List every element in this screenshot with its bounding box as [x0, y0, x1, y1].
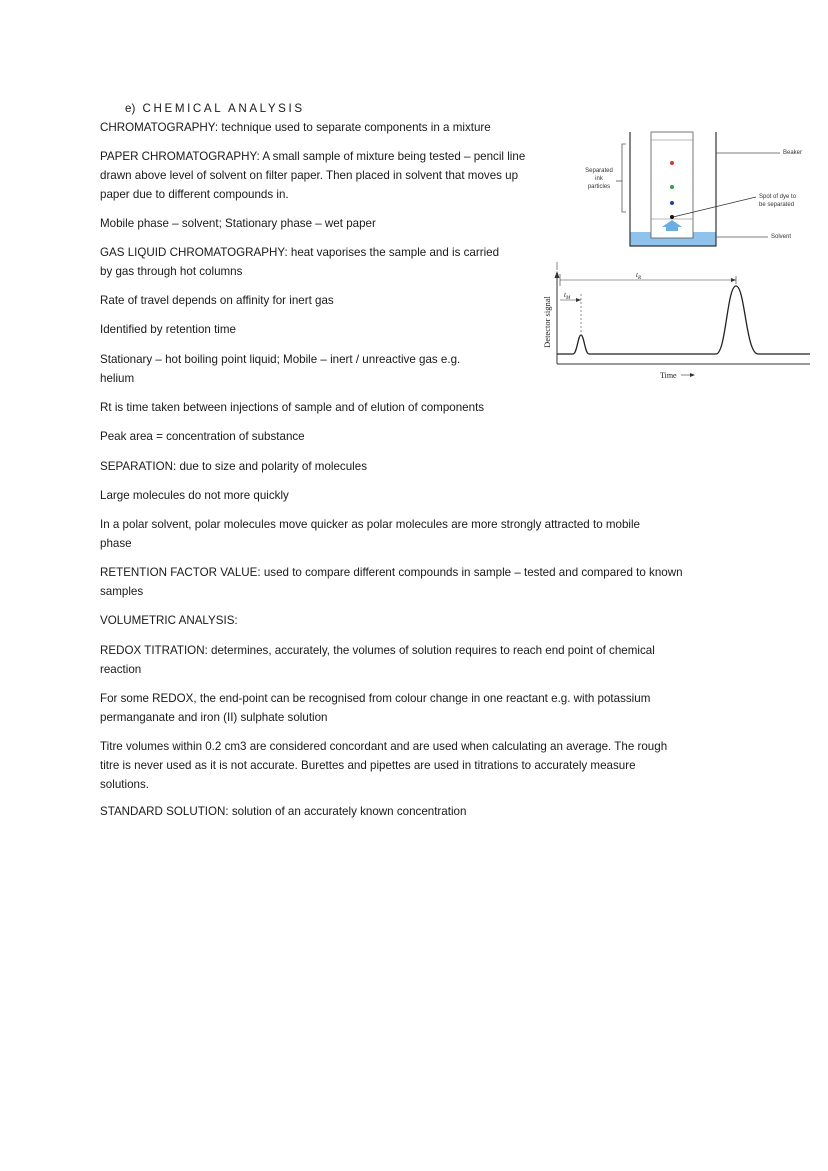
tm-label: $t_M$ [564, 291, 571, 301]
tr-label: $t_R$ [636, 271, 642, 281]
blue-ink-spot [670, 201, 674, 205]
beaker-label: Beaker [783, 150, 803, 156]
section-title: CHEMICAL ANALYSIS [142, 102, 305, 115]
rate-of-travel-text: Rate of travel depends on affinity for inert gas [100, 294, 334, 307]
paper-chromatography-line-3: paper due to different compounds in. [100, 188, 289, 201]
x-axis-label: Time [660, 371, 677, 380]
redox-titration-line-1: REDOX TITRATION: determines, accurately, the volumes of solution requires to reach end point of chemical [100, 644, 655, 657]
separated-label-line-2: ink [595, 176, 603, 182]
standard-solution-text: STANDARD SOLUTION: solution of an accurately known concentration [100, 805, 467, 818]
y-axis-arrowhead [555, 271, 560, 278]
phases-text: Mobile phase – solvent; Stationary phase – wet paper [100, 217, 376, 230]
section-heading [125, 99, 305, 118]
y-axis-label: Detector signal [542, 296, 552, 348]
polar-solvent-line-2: phase [100, 537, 132, 550]
glc-line-2: by gas through hot columns [100, 265, 243, 278]
tr-arrowhead [731, 278, 736, 282]
green-ink-spot [670, 185, 674, 189]
titre-line-1: Titre volumes within 0.2 cm3 are considered concordant and are used when calculating an average. The rough [100, 740, 668, 753]
some-redox-line-1: For some REDOX, the end-point can be recognised from colour change in one reactant e.g. with potassium [100, 692, 651, 705]
titre-line-3: solutions. [100, 778, 149, 791]
large-molecules-text: Large molecules do not more quickly [100, 489, 289, 502]
separation-text: SEPARATION: due to size and polarity of molecules [100, 460, 367, 473]
peak-area-text: Peak area = concentration of substance [100, 430, 305, 443]
stationary-line-2: helium [100, 372, 135, 385]
rf-value-line-1: RETENTION FACTOR VALUE: used to compare different compounds in sample – tested and compared to known [100, 566, 683, 579]
paper-chromatography-diagram [570, 128, 810, 250]
paper-chromatography-line-2: drawn above level of solvent on filter paper. Then placed in solvent that moves up [100, 169, 519, 182]
titre-line-2: titre is never used as it is not accurate. Burettes and pipettes are used in titrations to accurately measure [100, 759, 636, 772]
redox-titration-line-2: reaction [100, 663, 142, 676]
tm-arrowhead [576, 298, 581, 302]
chromatography-definition: CHROMATOGRAPHY: technique used to separate components in a mixture [100, 121, 491, 134]
spot-label-line-1: Spot of dye to [759, 194, 797, 200]
red-ink-spot [670, 161, 674, 165]
separated-label-line-3: particles [587, 184, 611, 190]
stationary-line-1: Stationary – hot boiling point liquid; Mobile – inert / unreactive gas e.g. [100, 353, 461, 366]
some-redox-line-2: permanganate and iron (II) sulphate solution [100, 711, 328, 724]
section-label: e) [125, 102, 136, 115]
rt-definition: Rt is time taken between injections of sample and of elution of components [100, 401, 485, 414]
solvent-label: Solvent [771, 234, 792, 240]
x-axis-label-arrowhead [690, 373, 695, 377]
polar-solvent-line-1: In a polar solvent, polar molecules move quicker as polar molecules are more strongly attracted to mobile [100, 518, 641, 531]
paper-chromatography-line-1: PAPER CHROMATOGRAPHY: A small sample of mixture being tested – pencil line [100, 150, 526, 163]
glc-line-1: GAS LIQUID CHROMATOGRAPHY: heat vaporises the sample and is carried [100, 246, 500, 259]
signal-trace [557, 286, 810, 354]
spot-label-line-2: be separated [759, 202, 795, 208]
separated-bracket [622, 144, 626, 212]
separated-label-line-1: Separated [585, 168, 613, 174]
rf-value-line-2: samples [100, 585, 144, 598]
volumetric-analysis-heading: VOLUMETRIC ANALYSIS: [100, 614, 238, 627]
retention-time-text: Identified by retention time [100, 323, 236, 336]
gas-chromatogram [538, 262, 814, 384]
